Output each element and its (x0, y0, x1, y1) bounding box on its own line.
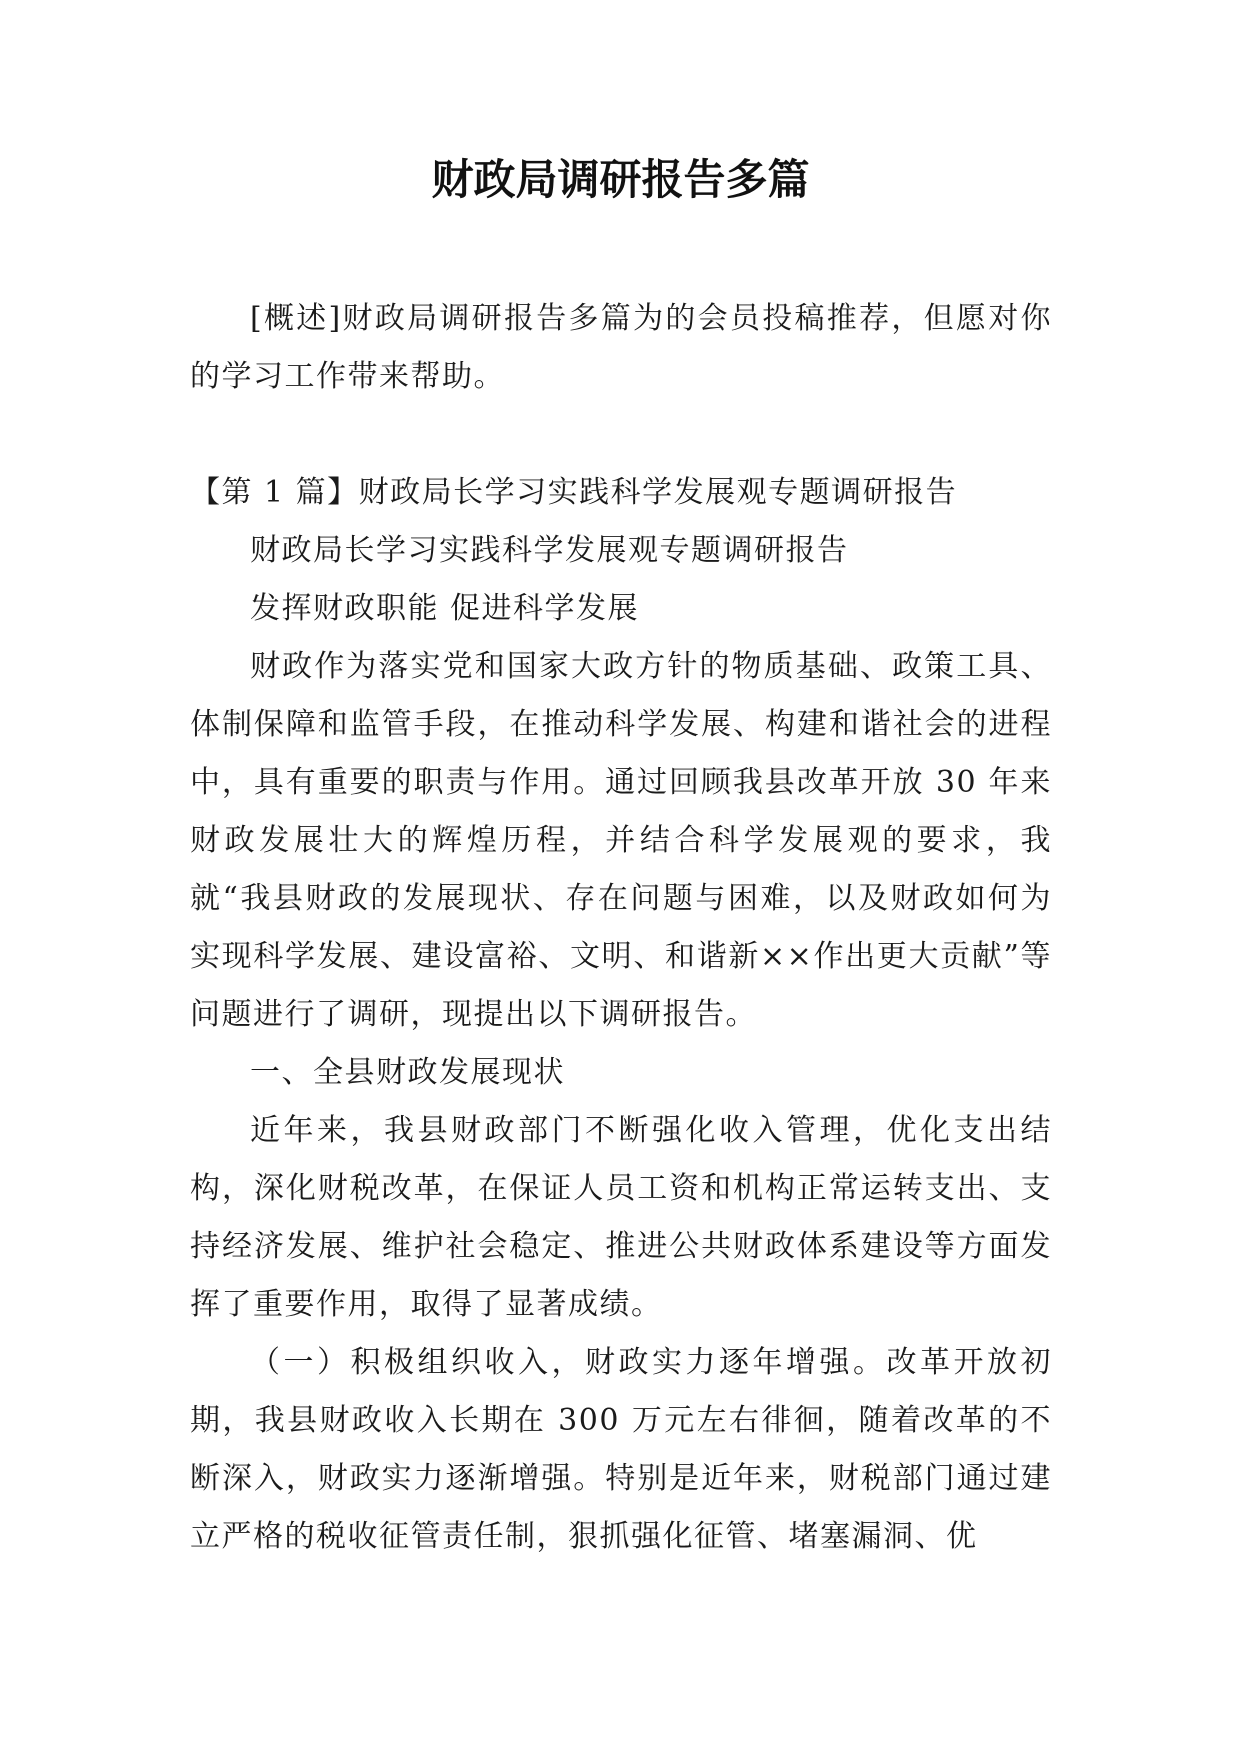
body-paragraph: （一）积极组织收入，财政实力逐年增强。改革开放初期，我县财政收入长期在 300 万元左右徘徊，随着改革的不断深入，财政实力逐渐增强。特别是近年来，财税部门通过建立严格的税收征管责任制，狠抓强化征管、堵塞漏洞、优 (190, 1345, 1052, 1554)
chapter-heading: 【第 1 篇】财政局长学习实践科学发展观专题调研报告 (190, 475, 958, 510)
section-heading: 一、全县财政发展现状 (250, 1055, 565, 1090)
body-paragraph: 近年来，我县财政部门不断强化收入管理，优化支出结构，深化财税改革，在保证人员工资和机构正常运转支出、支持经济发展、维护社会稳定、推进公共财政体系建设等方面发挥了重要作用，取得了显著成绩。 (190, 1113, 1052, 1322)
section-gap (190, 406, 1052, 464)
document-title: 财政局调研报告多篇 (431, 155, 810, 204)
body-paragraph-intro: 财政作为落实党和国家大政方针的物质基础、政策工具、体制保障和监管手段，在推动科学发展、构建和谐社会的进程中，具有重要的职责与作用。通过回顾我县改革开放 30 年来财政发展壮大的辉煌历程，并结合科学发展观的要求，我就“我县财政的发展现状、存在问题与困难，以及财政如何为实现科学发展、建设富裕、文明、和谐新××作出更大贡献”等问题进行了调研，现提出以下调研报告。 (190, 649, 1052, 1032)
summary-paragraph: [概述]财政局调研报告多篇为的会员投稿推荐，但愿对你的学习工作带来帮助。 (190, 301, 1052, 394)
report-subtitle: 发挥财政职能 促进科学发展 (250, 591, 640, 626)
document-body (190, 290, 1052, 1566)
report-title: 财政局长学习实践科学发展观专题调研报告 (250, 533, 849, 568)
